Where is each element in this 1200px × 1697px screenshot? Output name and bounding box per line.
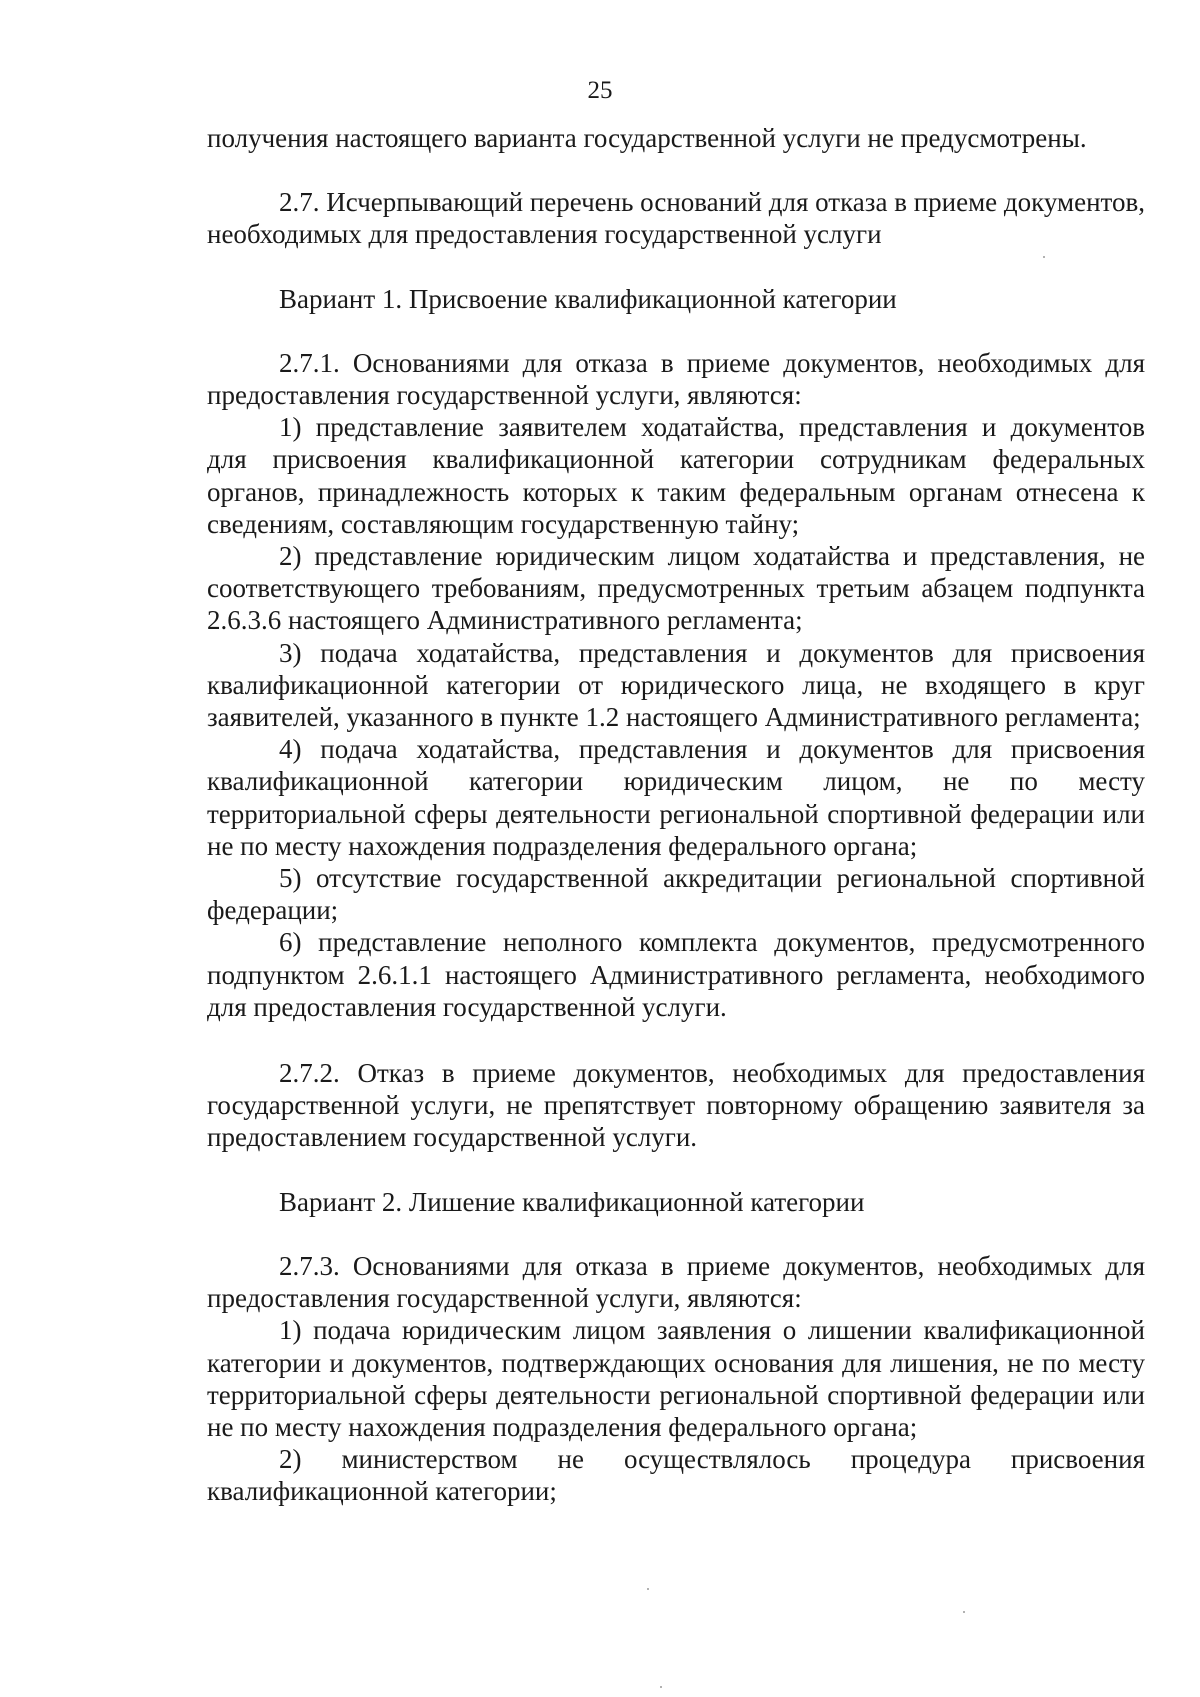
- list-item-1: 1) представление заявителем ходатайства, представления и документов для присвоения квалификационной категории сотрудникам федеральных органов, принадлежность которых к таким федеральным органам отнесена к сведениям, составляющим государственную тайну;: [207, 412, 1145, 539]
- list-item-1: 1) подача юридическим лицом заявления о лишении квалификационной категории и документов, подтверждающих основания для лишения, не по месту территориальной сферы деятельности региональной спортивной федерации или не по месту нахождения подразделения федерального органа;: [207, 1315, 1145, 1442]
- scan-speck: [647, 1588, 649, 1590]
- paragraph-spacer: [207, 1023, 1145, 1057]
- list-item-3: 3) подача ходатайства, представления и документов для присвоения квалификационной категории от юридического лица, не входящего в круг заявителей, указанного в пункте 1.2 настоящего Административного регламента;: [207, 637, 1145, 733]
- scan-speck: [660, 1686, 662, 1688]
- paragraph-spacer: [207, 1218, 1145, 1250]
- clause-2-7-3: 2.7.3. Основаниями для отказа в приеме документов, необходимых для предоставления государственной услуги, являются:: [207, 1250, 1145, 1314]
- clause-2-7-1: 2.7.1. Основаниями для отказа в приеме документов, необходимых для предоставления государственной услуги, являются:: [207, 347, 1145, 411]
- list-item-2: 2) представление юридическим лицом ходатайства и представления, не соответствующего требованиям, предусмотренных третьим абзацем подпункта 2.6.3.6 настоящего Административного регламента;: [207, 541, 1145, 636]
- variant-2-heading: Вариант 2. Лишение квалификационной категории: [279, 1186, 865, 1217]
- clause-2-7-2: 2.7.2. Отказ в приеме документов, необходимых для предоставления государственной услуги, не препятствует повторному обращению заявителя за предоставлением государственной услуги.: [207, 1058, 1145, 1153]
- scan-speck: [1043, 256, 1045, 258]
- paragraph-spacer: [207, 315, 1145, 347]
- paragraph-spacer: [207, 154, 1145, 186]
- list-item-5: 5) отсутствие государственной аккредитации региональной спортивной федерации;: [207, 863, 1145, 926]
- section-heading-2-7: 2.7. Исчерпывающий перечень оснований для отказа в приеме документов, необходимых для предоставления государственной услуги: [207, 187, 1145, 250]
- list-item-4: 4) подача ходатайства, представления и документов для присвоения квалификационной категории юридическим лицом, не по месту территориальной сферы деятельности региональной спортивной федерации или не по месту нахождения подразделения федерального органа;: [207, 734, 1145, 861]
- paragraph-spacer: [207, 1154, 1145, 1186]
- list-item-6: 6) представление неполного комплекта документов, предусмотренного подпунктом 2.6.1.1 настоящего Административного регламента, необходимого для предоставления государственной услуги.: [207, 927, 1145, 1022]
- paragraph-continuation: получения настоящего варианта государственной услуги не предусмотрены.: [207, 123, 1087, 153]
- paragraph-spacer: [207, 251, 1145, 283]
- scan-speck: [963, 1611, 965, 1613]
- list-item-2: 2) министерством не осуществлялось процедура присвоения квалификационной категории;: [207, 1444, 1145, 1507]
- document-body: [207, 122, 1145, 1508]
- variant-1-heading: Вариант 1. Присвоение квалификационной категории: [279, 283, 897, 314]
- page-number: 25: [587, 77, 613, 104]
